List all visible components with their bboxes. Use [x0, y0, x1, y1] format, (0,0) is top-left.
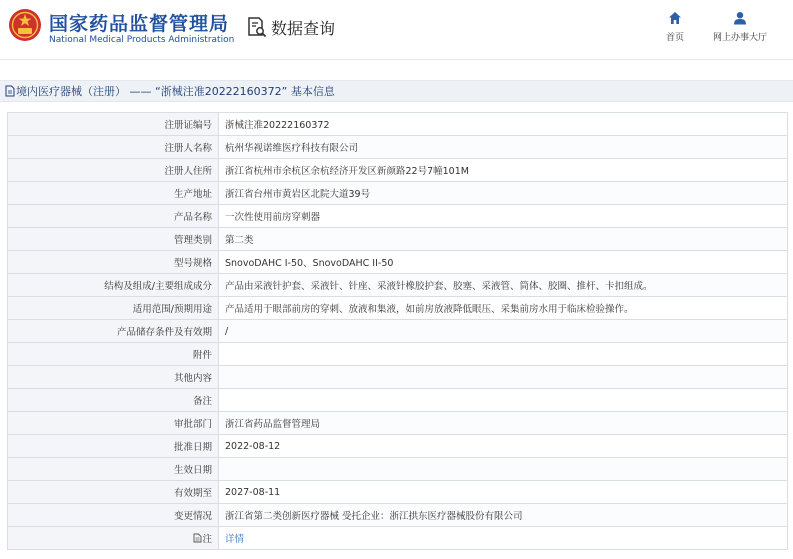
row-value: 杭州华视诺维医疗科技有限公司	[219, 136, 788, 159]
row-value	[219, 366, 788, 389]
details-link[interactable]: 详情	[225, 534, 245, 545]
table-row	[8, 274, 788, 297]
table-row	[8, 412, 788, 435]
row-label: 生效日期	[8, 458, 219, 481]
row-label: 结构及组成/主要组成成分	[8, 274, 219, 297]
user-icon	[733, 11, 747, 25]
row-value: 浙江省第二类创新医疗器械 受托企业：浙江拱东医疗器械股份有限公司	[219, 504, 788, 527]
table-row	[8, 366, 788, 389]
table-row	[8, 205, 788, 228]
breadcrumb-text: 境内医疗器械（注册） —— “浙械注准20222160372” 基本信息	[16, 85, 335, 98]
row-value: 2022-08-12	[219, 435, 788, 458]
row-label: 批准日期	[8, 435, 219, 458]
row-label: 生产地址	[8, 182, 219, 205]
row-value: 浙江省杭州市余杭区余杭经济开发区新颜路22号7幢101M	[219, 159, 788, 182]
table-row	[8, 136, 788, 159]
table-row	[8, 481, 788, 504]
breadcrumb	[0, 80, 793, 102]
row-value: 产品由采液针护套、采液针、针座、采液针橡胶护套、胶塞、采液管、筒体、胶圈、推杆、卡扣组成。	[219, 274, 788, 297]
nav-online-office-label: 网上办事大厅	[712, 33, 767, 43]
table-row	[8, 343, 788, 366]
row-value: 产品适用于眼部前房的穿刺、放液和集液，如前房放液降低眼压、采集前房水用于临床检验操作。	[219, 297, 788, 320]
note-label: 注	[202, 534, 212, 545]
row-label: 适用范围/预期用途	[8, 297, 219, 320]
table-row	[8, 113, 788, 136]
table-row-note	[8, 527, 788, 550]
row-label: 注册人住所	[8, 159, 219, 182]
row-label: 注册人名称	[8, 136, 219, 159]
nav-online-office[interactable]	[708, 11, 772, 43]
site-header	[0, 0, 793, 60]
row-value: 第二类	[219, 228, 788, 251]
row-value	[219, 389, 788, 412]
row-label: 有效期至	[8, 481, 219, 504]
row-value-note	[219, 527, 788, 550]
row-value	[219, 458, 788, 481]
row-value: 2027-08-11	[219, 481, 788, 504]
row-value	[219, 343, 788, 366]
row-label: 注册证编号	[8, 113, 219, 136]
home-icon	[668, 11, 682, 25]
document-search-icon	[247, 16, 267, 38]
row-label-note	[8, 527, 219, 550]
row-value: 浙械注准20222160372	[219, 113, 788, 136]
table-row	[8, 297, 788, 320]
row-label: 附件	[8, 343, 219, 366]
table-row	[8, 320, 788, 343]
nav-home-label: 首页	[665, 33, 684, 43]
nav-home[interactable]	[660, 11, 690, 43]
table-row	[8, 389, 788, 412]
detail-table	[7, 112, 788, 550]
row-value: 一次性使用前房穿刺器	[219, 205, 788, 228]
row-label: 型号规格	[8, 251, 219, 274]
table-row	[8, 228, 788, 251]
national-emblem-logo[interactable]	[8, 8, 42, 42]
table-row	[8, 504, 788, 527]
row-value: SnovoDAHC I-50、SnovoDAHC II-50	[219, 251, 788, 274]
row-label: 变更情况	[8, 504, 219, 527]
row-value: 浙江省药品监督管理局	[219, 412, 788, 435]
row-label: 产品名称	[8, 205, 219, 228]
document-icon	[5, 85, 15, 97]
table-row	[8, 435, 788, 458]
row-value: 浙江省台州市黄岩区北院大道39号	[219, 182, 788, 205]
table-row	[8, 458, 788, 481]
row-label: 管理类别	[8, 228, 219, 251]
table-row	[8, 182, 788, 205]
table-row	[8, 251, 788, 274]
table-row	[8, 159, 788, 182]
site-title: 国家药品监督管理局	[49, 13, 230, 35]
row-label: 产品储存条件及有效期	[8, 320, 219, 343]
row-label: 备注	[8, 389, 219, 412]
row-label: 审批部门	[8, 412, 219, 435]
row-value: /	[219, 320, 788, 343]
site-subtitle: National Medical Products Administration	[49, 35, 235, 45]
data-query-heading[interactable]	[247, 15, 335, 39]
data-query-label: 数据查询	[271, 18, 336, 38]
row-label: 其他内容	[8, 366, 219, 389]
